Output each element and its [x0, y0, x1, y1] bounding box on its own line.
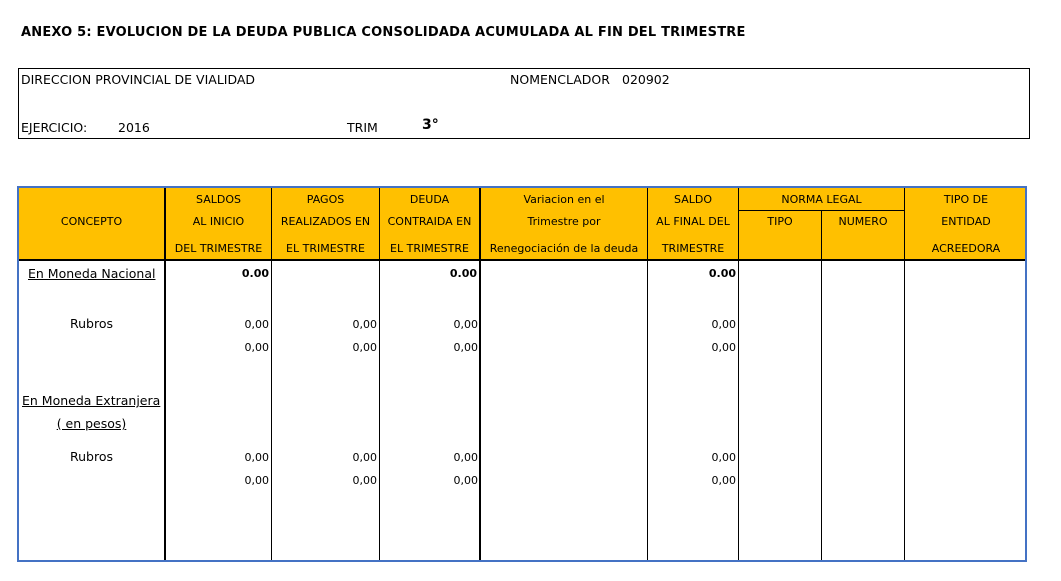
nacional-row2-saldo-final: 0,00 [711, 341, 736, 354]
extranjera-row2-pagos: 0,00 [352, 474, 377, 487]
header-tipo: TIPO [767, 215, 793, 228]
extranjera-row1-pagos: 0,00 [352, 451, 377, 464]
header-pagos-3: EL TRIMESTRE [286, 242, 365, 255]
header-variacion-2: Trimestre por [527, 215, 601, 228]
header-deuda-3: EL TRIMESTRE [390, 242, 469, 255]
trim-label: TRIM [347, 120, 378, 135]
ejercicio-label: EJERCICIO: [21, 120, 88, 135]
nacional-total-saldo-final: 0.00 [708, 267, 736, 280]
header-entidad-2: ENTIDAD [941, 215, 991, 228]
extranjera-row2-saldos: 0,00 [244, 474, 269, 487]
nacional-row1-pagos: 0,00 [352, 318, 377, 331]
extranjera-row1-saldos: 0,00 [244, 451, 269, 464]
extranjera-row1-deuda: 0,00 [453, 451, 478, 464]
ejercicio-value: 2016 [118, 120, 150, 135]
section-extranjera-label: En Moneda Extranjera [22, 393, 161, 408]
header-concepto: CONCEPTO [60, 215, 123, 228]
nacional-row1-saldo-final: 0,00 [711, 318, 736, 331]
header-variacion-1: Variacion en el [523, 193, 605, 206]
header-saldos-2: AL INICIO [192, 215, 245, 228]
nacional-row2-deuda: 0,00 [453, 341, 478, 354]
header-entidad-1: TIPO DE [943, 193, 989, 206]
nacional-total-saldos: 0.00 [241, 267, 269, 280]
nacional-row1-deuda: 0,00 [453, 318, 478, 331]
page-title: ANEXO 5: EVOLUCION DE LA DEUDA PUBLICA CONSOLIDADA ACUMULADA AL FIN DEL TRIMESTRE [21, 25, 746, 40]
header-saldos-3: DEL TRIMESTRE [174, 242, 263, 255]
trim-value: 3° [422, 117, 439, 133]
header-norma-legal: NORMA LEGAL [781, 193, 862, 206]
header-numero: NUMERO [838, 215, 888, 228]
header-deuda-1: DEUDA [409, 193, 450, 206]
header-saldos-1: SALDOS [196, 193, 241, 206]
section-extranjera-sublabel: ( en pesos) [56, 416, 127, 431]
extranjera-row1-saldo-final: 0,00 [711, 451, 736, 464]
nacional-rubros-label: Rubros [69, 316, 113, 331]
nacional-row2-pagos: 0,00 [352, 341, 377, 354]
extranjera-row2-saldo-final: 0,00 [711, 474, 736, 487]
table-frame [17, 186, 1027, 562]
nacional-row1-saldos: 0,00 [244, 318, 269, 331]
nacional-total-deuda: 0.00 [449, 267, 477, 280]
nomenclador-label: NOMENCLADOR [510, 72, 610, 87]
header-entidad-3: ACREEDORA [931, 242, 1001, 255]
header-pagos-2: REALIZADOS EN [280, 215, 371, 228]
header-variacion-3: Renegociación de la deuda [489, 242, 639, 255]
organismo-label: DIRECCION PROVINCIAL DE VIALIDAD [21, 72, 256, 87]
header-saldo-final-3: TRIMESTRE [661, 242, 725, 255]
header-saldo-final-2: AL FINAL DEL [656, 215, 730, 228]
section-nacional-label: En Moneda Nacional [28, 266, 156, 281]
extranjera-rubros-label: Rubros [69, 449, 113, 464]
header-pagos-1: PAGOS [306, 193, 345, 206]
header-saldo-final-1: SALDO [674, 193, 712, 206]
header-deuda-2: CONTRAIDA EN [387, 215, 472, 228]
extranjera-row2-deuda: 0,00 [453, 474, 478, 487]
nacional-row2-saldos: 0,00 [244, 341, 269, 354]
nomenclador-value: 020902 [622, 72, 670, 87]
